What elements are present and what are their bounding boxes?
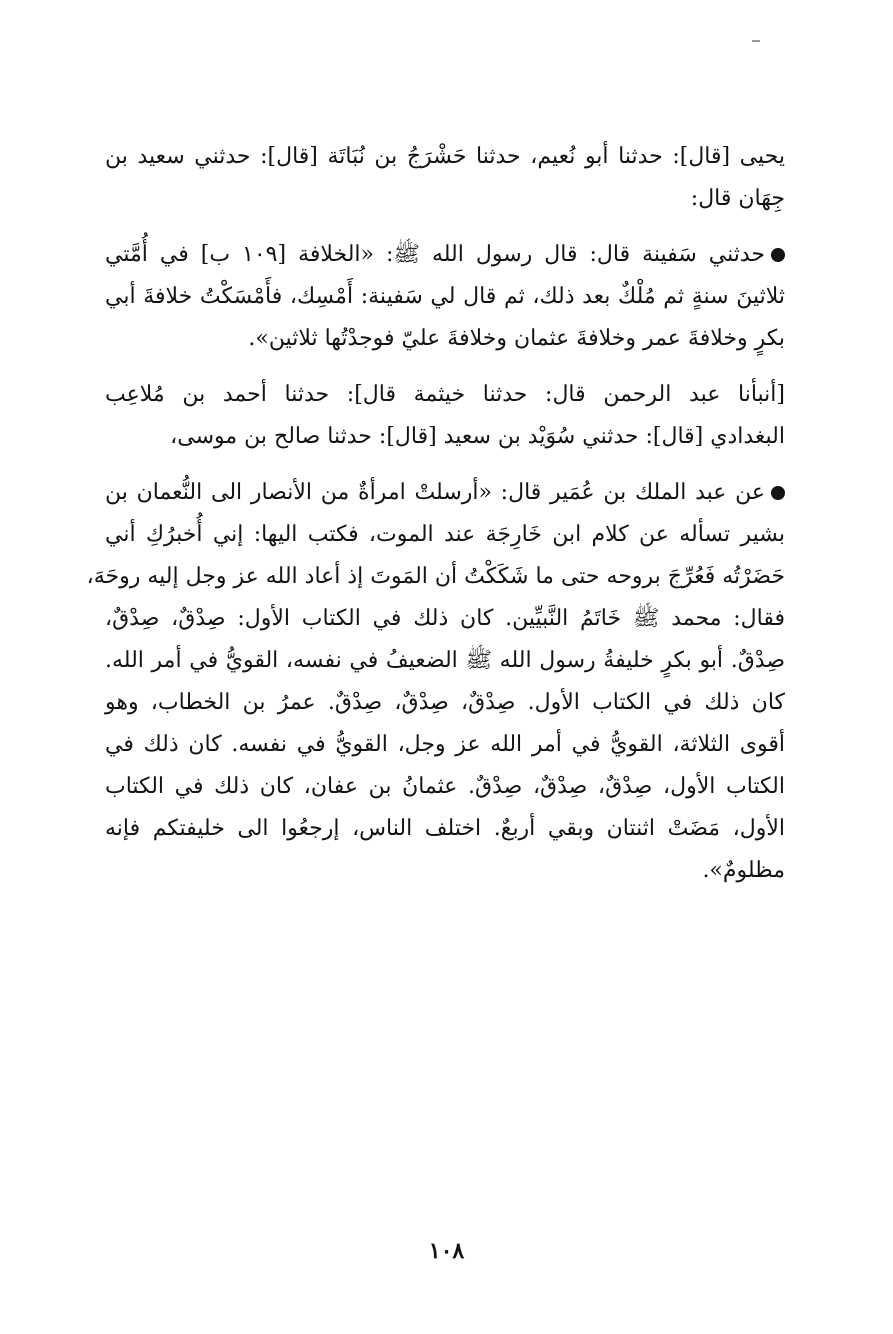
scan-mark — [752, 40, 760, 42]
text-line: ثلاثينَ سنةٍ ثم مُلْكٌ بعد ذلك، ثم قال لي سَفينة: أَمْسِك، فأَمْسَكْتُ خلافةَ أبي — [105, 284, 785, 309]
paragraph-hadith-numan — [86, 472, 785, 892]
bullet-icon — [771, 248, 785, 262]
text-line: الكتاب الأول، صِدْقٌ، صِدْقٌ، صِدْقٌ. عثمانُ بن عفان، كان ذلك في الكتاب — [105, 774, 785, 799]
page-number: ١٠٨ — [428, 1238, 465, 1264]
bullet-icon — [771, 486, 785, 500]
text-line: الأول، مَضَتْ اثنتان وبقي أربعٌ. اختلف الناس، إرجعُوا الى خليفتكم فإنه — [105, 816, 785, 841]
paragraph-isnad-2 — [105, 374, 785, 458]
text-line — [105, 472, 785, 514]
paragraph-isnad-1 — [105, 136, 785, 220]
text-line: مظلومٌ». — [702, 858, 785, 883]
text-line: [أنبأنا عبد الرحمن قال: حدثنا خيثمة قال]: حدثنا أحمد بن مُلاعِب — [105, 382, 785, 407]
text-line: يحيى [قال]: حدثنا أبو نُعيم، حدثنا حَشْرَجُ بن نُبَاتَة [قال]: حدثني سعيد بن — [105, 144, 785, 169]
body-text — [86, 136, 785, 892]
text-line: أقوى الثلاثة، القويُّ في أمر الله عز وجل، القويُّ في نفسه. كان ذلك في — [105, 732, 785, 757]
text-line: حَضَرْتُه فَعُرِّجَ بروحه حتى ما شَكَكْتُ أن المَوتَ إذ أعاد الله عز وجل إليه روحَهَ، — [86, 564, 785, 589]
text-line: صِدْقٌ. أبو بكرٍ خليفةُ رسول الله ﷺ الضعيفُ في نفسه، القويُّ في أمر الله. — [105, 648, 785, 673]
text-line-content: عن عبد الملك بن عُمَير قال: «أرسلتْ امرأةٌ من الأنصار الى النُّعمان بن — [105, 480, 765, 505]
text-line: البغدادي [قال]: حدثني سُوَيْد بن سعيد [قال]: حدثنا صالح بن موسى، — [170, 424, 785, 449]
text-line — [105, 234, 785, 276]
paragraph-hadith-khilafa — [105, 234, 785, 360]
text-line: جِهَان قال: — [690, 186, 785, 211]
text-line: كان ذلك في الكتاب الأول. صِدْقٌ، صِدْقٌ، صِدْقٌ. عمرُ بن الخطاب، وهو — [105, 690, 785, 715]
text-line: بشير تسأله عن كلام ابن خَارِجَة عند الموت، فكتب اليها: إني أُخبرُكِ أني — [105, 522, 785, 547]
text-line: فقال: محمد ﷺ خَاتَمُ النَّبيِّين. كان ذلك في الكتاب الأول: صِدْقٌ، صِدْقٌ، — [105, 606, 785, 631]
text-line: بكرٍ وخلافةَ عمر وخلافةَ عثمان وخلافةَ عليّ فوجدْتُها ثلاثين». — [248, 326, 785, 351]
text-line-content: حدثني سَفينة قال: قال رسول الله ﷺ: «الخلافة [١٠٩ ب] في أُمَّتي — [105, 242, 765, 267]
